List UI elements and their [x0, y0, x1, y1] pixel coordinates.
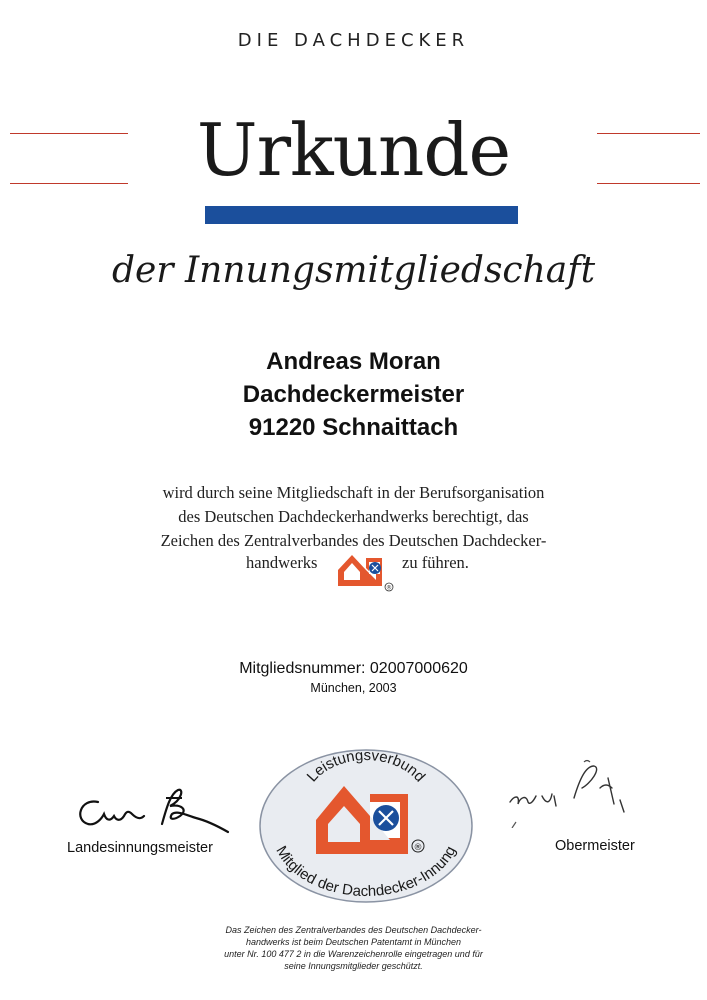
body-line-end: zu führen.: [402, 553, 469, 572]
certificate-title: Urkunde: [196, 108, 511, 192]
seal-registered-mark: ®: [413, 843, 423, 853]
footnote-line: Das Zeichen des Zentralverbandes des Deutschen Dachdecker-: [225, 925, 482, 935]
certificate-body: [120, 481, 587, 553]
footnote-line: handwerks ist beim Deutschen Patentamt in München: [245, 937, 462, 947]
body-line: Zeichen des Zentralverbandes des Deutschen Dachdecker-: [160, 531, 547, 550]
recipient-name: Andreas Moran: [266, 348, 441, 375]
seal-bottom-text: Mitglied der Dachdecker-Innung: [272, 843, 460, 901]
title-underline-bar: [205, 206, 518, 224]
footnote-line: unter Nr. 100 477 2 in die Warenzeichenrolle eingetragen und für: [224, 949, 483, 959]
recipient-location: 91220 Schnaittach: [248, 414, 459, 441]
right-signature: [490, 748, 660, 828]
membership-number: Mitgliedsnummer: 02007000620: [239, 660, 468, 677]
recipient-profession: Dachdeckermeister: [242, 381, 465, 408]
footnote-line: seine Innungsmitglieder geschützt.: [284, 961, 423, 971]
body-line: des Deutschen Dachdeckerhandwerks berechtigt, das: [178, 507, 529, 526]
body-line: wird durch seine Mitgliedschaft in der Berufsorganisation: [162, 483, 545, 502]
small-logo-registered: ®: [386, 584, 392, 592]
seal-top-text: Leistungsverbund: [303, 748, 429, 786]
place-date: München, 2003: [310, 681, 397, 695]
certificate-subtitle: der Innungsmitgliedschaft: [111, 250, 596, 291]
left-signatory-title: Landesinnungsmeister: [67, 840, 213, 856]
left-signature: [70, 780, 240, 840]
right-signatory-title: Obermeister: [555, 838, 635, 854]
recipient-block: [0, 345, 707, 444]
organization-header: DIE DACHDECKER: [237, 30, 470, 51]
trademark-footnote: [200, 924, 507, 972]
body-line-start: handwerks: [246, 553, 318, 572]
roofer-emblem-icon: [336, 550, 398, 592]
guild-seal: [258, 748, 474, 904]
